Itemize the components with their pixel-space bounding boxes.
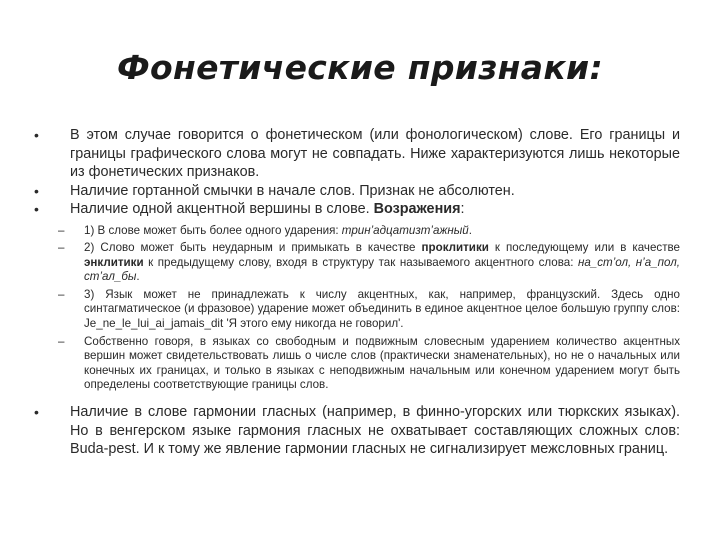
text-span: к предыдущему слову, входя в структуру так называемого акцентного слова: (143, 255, 578, 269)
list-item-text: В этом случае говорится о фонетическом (или фонологическом) слове. Его границы и границы графического слова могут не совпадать. Ниже характеризуются лишь некоторые из фонетических признаков. (70, 127, 680, 180)
list-item-text (70, 200, 680, 219)
slide-title: Фонетические признаки: (117, 48, 603, 87)
text-span: . (468, 223, 472, 237)
list-item (30, 403, 680, 459)
sub-list-item (58, 241, 680, 285)
list-item (30, 182, 680, 201)
objections-label: Возражения (373, 201, 461, 217)
example-words: на_ст’ол, н’а_пол, ст’ал_бы (84, 255, 680, 284)
list-item (30, 200, 680, 219)
term-proclitic: проклитики (421, 241, 489, 255)
text-span: : (460, 201, 465, 217)
list-item-text: Наличие гортанной смычки в начале слов. Признак не абсолютен. (70, 182, 515, 199)
dash-icon: – (58, 334, 65, 348)
text-span: 3) Язык может не принадлежать к числу акцентных, как, например, французский. Здесь одно синтагматическое (и фразовое) ударение может объединить в единое акцентное целое большую группу слов: Je_ne_le_lui_ai_jamais_dit 'Я этого ему никогда не говорил'. (84, 287, 680, 331)
sub-list-item (58, 335, 680, 393)
dash-icon: – (58, 287, 65, 301)
bullet-icon: • (34, 127, 39, 143)
example-word: трин’адцатизт’ажный (341, 223, 469, 237)
sub-list (58, 224, 680, 394)
text-span: 2) Слово может быть неударным и примыкать в качестве (84, 241, 422, 255)
term-enclitic: энклитики (84, 255, 144, 269)
bullet-icon: • (34, 201, 39, 217)
bullet-icon: • (34, 182, 39, 199)
bullet-list (30, 126, 680, 459)
text-span: Собственно говоря, в языках со свободным и подвижным словесным ударением количество акцентных вершин может свидетельствовать лишь о числе слов (практически знаменательных), но не о начальных или конечных их границах, и только в языках с неподвижным начальным или конечном ударением могут быть определены соответствующие границы слов. (84, 334, 680, 392)
text-span: к последующему или в качестве (488, 241, 681, 255)
bullet-icon: • (34, 404, 39, 421)
dash-icon: – (58, 241, 65, 255)
list-item (30, 126, 680, 182)
dash-icon: – (58, 223, 65, 237)
text-span: . (136, 270, 140, 284)
text-span: 1) В слове может быть более одного ударения: (84, 223, 342, 237)
list-item-text: Наличие в слове гармонии гласных (например, в финно-угорских или тюркских языках). Но в венгерском языке гармония гласных не охватывает составляющих сложных слов: Buda-pest. И к тому же явление гармонии гласных не сигнализирует межсловных границ. (70, 404, 680, 458)
sub-list-item (58, 224, 680, 239)
sub-list-item (58, 288, 680, 332)
text-span: Наличие одной акцентной вершины в слове. (70, 201, 374, 217)
